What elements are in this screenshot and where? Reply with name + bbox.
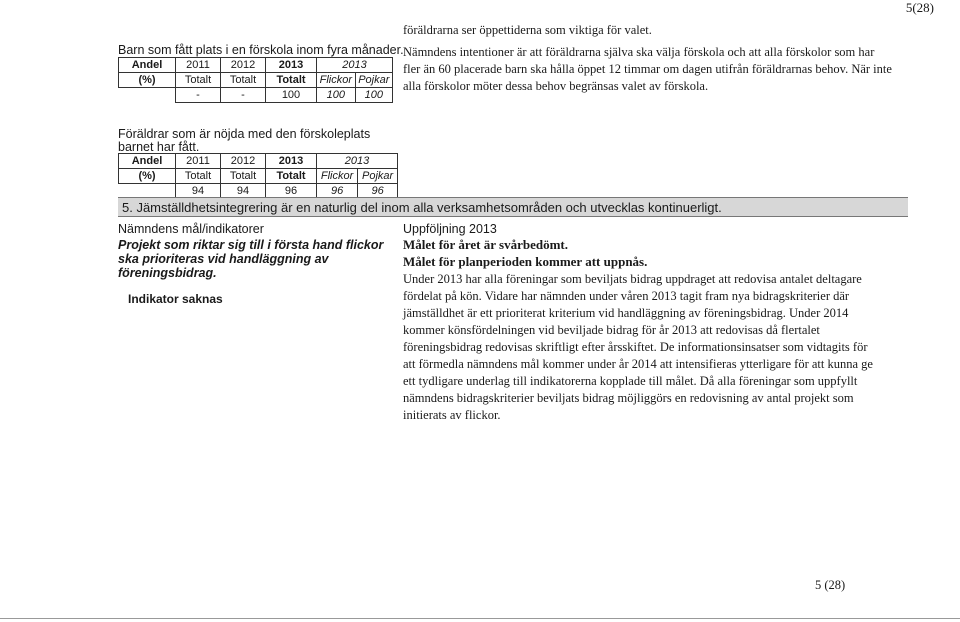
table1-value: 100: [317, 88, 356, 103]
table1-sub-flickor: Flickor: [317, 73, 356, 88]
table1-header-2012: 2012: [221, 58, 266, 73]
table2-value: 96: [358, 184, 398, 199]
table1-sub-pojkar: Pojkar: [355, 73, 392, 88]
right-col-heading: Uppföljning 2013: [403, 222, 497, 236]
left-col-goal: Projekt som riktar sig till i första hand flickor ska prioriteras vid handläggning av föreningsbidrag.: [118, 238, 384, 280]
table1-caption: Barn som fått plats i en förskola inom fyra månader.: [118, 43, 404, 57]
table1-header-2013-gender: 2013: [317, 58, 393, 73]
table2-sub-totalt: Totalt: [176, 169, 221, 184]
table2-sub-pct: (%): [119, 169, 176, 184]
paragraph-right: Nämndens intentioner är att föräldrarna själva ska välja förskola och att alla förskolor som har fler än 60 placerade barn ska hålla öppet 12 timmar om dagen utifrån föräldrarnas behov. När inte alla förskolor möter dessa behov begränsas valet av förskola.: [403, 45, 892, 93]
left-col-indicator: Indikator saknas: [128, 292, 223, 306]
table2-caption-line2: barnet har fått.: [118, 140, 200, 154]
table1-sub-pct: (%): [119, 73, 176, 88]
table2-sub-totalt: Totalt: [221, 169, 266, 184]
table2-value: 96: [317, 184, 358, 199]
table1: [118, 57, 393, 103]
follow-up-body: Under 2013 har alla föreningar som beviljats bidrag uppdraget att redovisa antalet deltagare fördelat på kön. Vidare har nämnden under våren 2013 tagit fram nya bidragskriterier där jämställdhet är ett prioriterat kriterium vid handläggning av föreningsbidrag. Under 2014 kommer könsfördelningen vid beviljade bidrag för år 2013 att redovisas då flertalet föreningsbidrag redovisas skriftligt efter årsskiftet. De informationsinsatser som vidtagits för att förmedla nämndens mål kommer under år 2014 att intensifieras ytterligare för att kunna ge ett tydligare underlag till indikatorerna kopplade till målet. Då alla föreningar som uppfyllt nämndens bidragskriterier beviljats bidrag möjliggörs en redovisning av antal projekt som initierats av flickor.: [403, 272, 873, 422]
status-period: Målet för planperioden kommer att uppnås.: [403, 254, 648, 269]
section-banner: 5. Jämställdhetsintegrering är en naturlig del inom alla verksamhetsområden och utvecklas kontinuerligt.: [118, 197, 908, 217]
table1-empty-cell: [119, 88, 176, 103]
table1-value: 100: [266, 88, 317, 103]
page-number-bottom: 5 (28): [815, 578, 846, 592]
table2-value: 94: [176, 184, 221, 199]
table1-sub-totalt: Totalt: [176, 73, 221, 88]
table1-sub-totalt: Totalt: [266, 73, 317, 88]
table1-header-andel: Andel: [119, 58, 176, 73]
table2-caption-line1: Föräldrar som är nöjda med den förskoleplats: [118, 127, 371, 141]
table2-sub-flickor: Flickor: [317, 169, 358, 184]
footer-divider: [0, 618, 960, 619]
table2-header-2012: 2012: [221, 154, 266, 169]
table2-header-andel: Andel: [119, 154, 176, 169]
table1-header-2011: 2011: [176, 58, 221, 73]
table2-header-2011: 2011: [176, 154, 221, 169]
table2-value: 94: [221, 184, 266, 199]
table2-sub-totalt: Totalt: [266, 169, 317, 184]
table2-sub-pojkar: Pojkar: [358, 169, 398, 184]
table2-header-2013: 2013: [266, 154, 317, 169]
table2-value: 96: [266, 184, 317, 199]
page-number-top: 5(28): [905, 0, 934, 15]
intro-line: föräldrarna ser öppettiderna som viktiga för valet.: [403, 23, 652, 37]
table1-value: -: [176, 88, 221, 103]
table2: [118, 153, 398, 199]
status-year: Målet för året är svårbedömt.: [403, 237, 568, 252]
table1-header-2013: 2013: [266, 58, 317, 73]
table1-sub-totalt: Totalt: [221, 73, 266, 88]
table1-value: 100: [355, 88, 392, 103]
table2-header-2013-gender: 2013: [317, 154, 398, 169]
left-col-heading: Nämndens mål/indikatorer: [118, 222, 264, 236]
table1-value: -: [221, 88, 266, 103]
